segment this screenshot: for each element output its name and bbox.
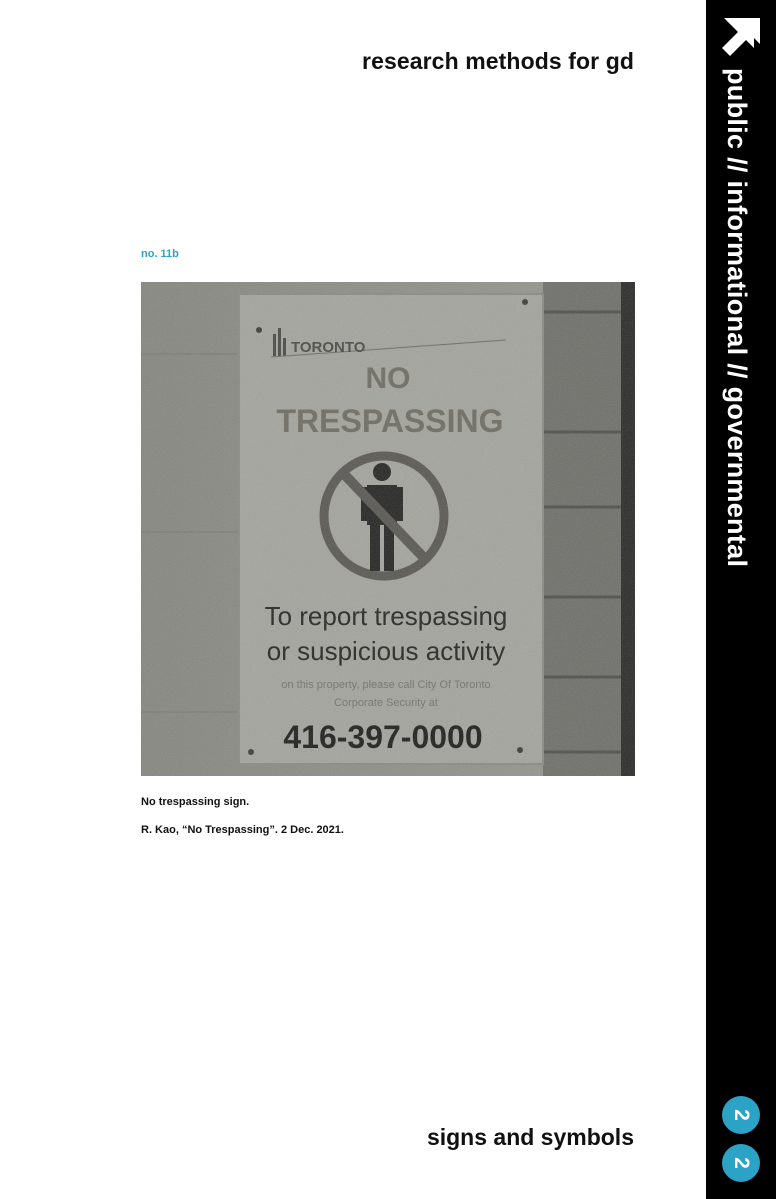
figure-photo [141, 282, 635, 776]
figure-caption: No trespassing sign. [141, 796, 250, 808]
sidebar [706, 0, 776, 1199]
page-number-digit-2: 2 [722, 1144, 760, 1182]
figure-credit: R. Kao, “No Trespassing”. 2 Dec. 2021. [141, 824, 344, 836]
page-number-digit-1: 2 [722, 1096, 760, 1134]
arrow-up-right-icon [720, 14, 764, 58]
figure-number: no. 11b [141, 248, 179, 260]
sidebar-vertical-title: public // informational // governmental [722, 68, 752, 568]
header-title: research methods for gd [362, 48, 634, 74]
footer-title: signs and symbols [426, 1124, 634, 1150]
